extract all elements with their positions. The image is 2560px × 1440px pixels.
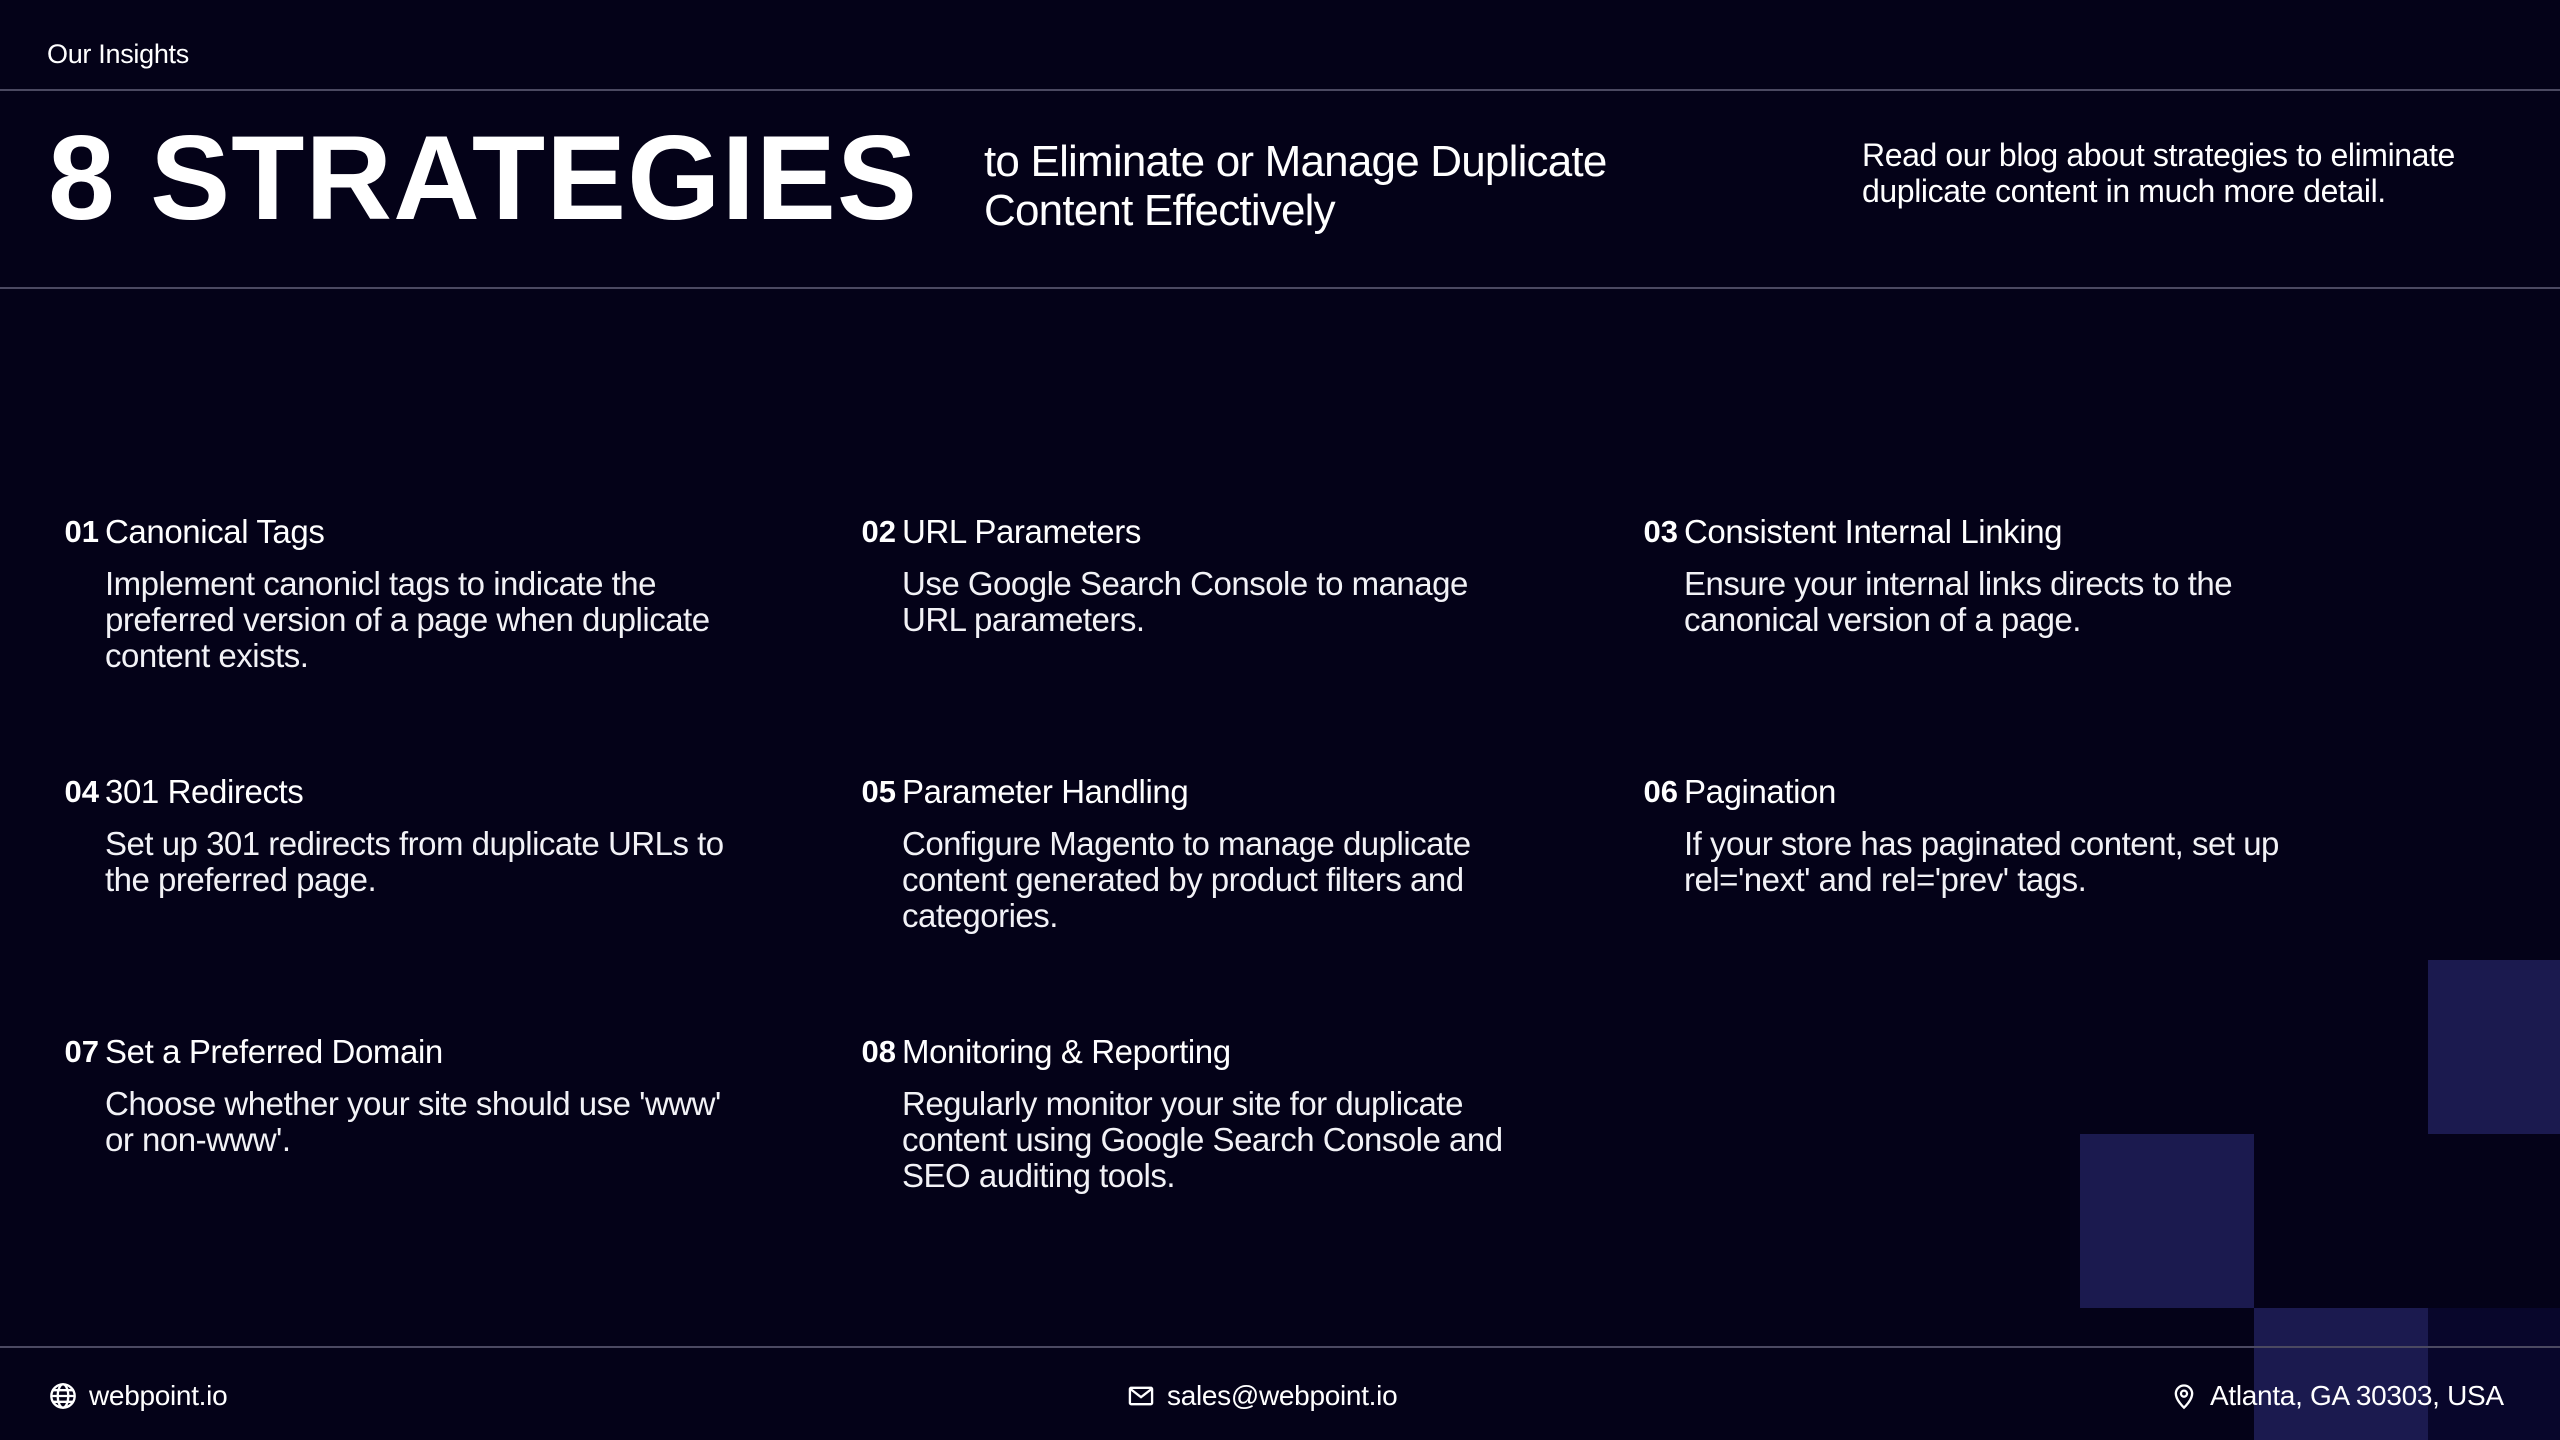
strategy-title: Canonical Tags bbox=[105, 513, 325, 550]
strategy-number: 08 bbox=[861, 1034, 896, 1069]
page-subtitle: to Eliminate or Manage Duplicate Content Effectively bbox=[984, 137, 1607, 235]
strategy-number: 05 bbox=[861, 774, 896, 809]
strategy-title: URL Parameters bbox=[902, 513, 1141, 550]
strategy-description: Choose whether your site should use 'www' or non-www'. bbox=[105, 1085, 721, 1158]
top-bar bbox=[0, 0, 2560, 91]
decorative-square bbox=[2080, 1134, 2254, 1308]
globe-icon bbox=[49, 1382, 77, 1410]
strategy-description: Set up 301 redirects from duplicate URLs to the preferred page. bbox=[105, 825, 724, 898]
strategy-title: Monitoring & Reporting bbox=[902, 1033, 1231, 1070]
eyebrow-label: Our Insights bbox=[47, 39, 189, 69]
strategy-number: 01 bbox=[64, 514, 99, 549]
strategy-number: 06 bbox=[1643, 774, 1678, 809]
strategy-number: 02 bbox=[861, 514, 896, 549]
strategy-number: 03 bbox=[1643, 514, 1678, 549]
page-title: 8 STRATEGIES bbox=[48, 111, 918, 245]
page-header bbox=[0, 93, 2560, 289]
location-label: Atlanta, GA 30303, USA bbox=[2210, 1380, 2504, 1411]
strategy-description: Ensure your internal links directs to the canonical version of a page. bbox=[1684, 565, 2233, 638]
website-label: webpoint.io bbox=[89, 1380, 228, 1411]
map-pin-icon bbox=[2170, 1382, 2198, 1410]
decorative-square bbox=[2428, 960, 2560, 1134]
strategy-title: Consistent Internal Linking bbox=[1684, 513, 2063, 550]
footer bbox=[0, 1346, 2560, 1440]
email-link[interactable] bbox=[1127, 1378, 1397, 1414]
strategy-description: Regularly monitor your site for duplicate content using Google Search Console and SEO auditing tools. bbox=[902, 1085, 1503, 1194]
strategy-description: Use Google Search Console to manage URL parameters. bbox=[902, 565, 1468, 638]
strategy-title: 301 Redirects bbox=[105, 773, 304, 810]
strategy-title: Set a Preferred Domain bbox=[105, 1033, 443, 1070]
strategy-description: Implement canonicl tags to indicate the preferred version of a page when duplicate content exists. bbox=[105, 565, 710, 674]
strategy-description: Configure Magento to manage duplicate content generated by product filters and categories. bbox=[902, 825, 1471, 934]
strategy-title: Pagination bbox=[1684, 773, 1836, 810]
strategy-number: 04 bbox=[64, 774, 99, 809]
strategy-number: 07 bbox=[64, 1034, 99, 1069]
website-link[interactable] bbox=[49, 1378, 227, 1414]
strategy-title: Parameter Handling bbox=[902, 773, 1189, 810]
email-label: sales@webpoint.io bbox=[1167, 1380, 1398, 1411]
blog-blurb: Read our blog about strategies to eliminate duplicate content in much more detail. bbox=[1862, 137, 2455, 209]
mail-icon bbox=[1127, 1382, 1155, 1410]
location-info bbox=[2170, 1378, 2504, 1414]
strategy-description: If your store has paginated content, set up rel='next' and rel='prev' tags. bbox=[1684, 825, 2279, 898]
